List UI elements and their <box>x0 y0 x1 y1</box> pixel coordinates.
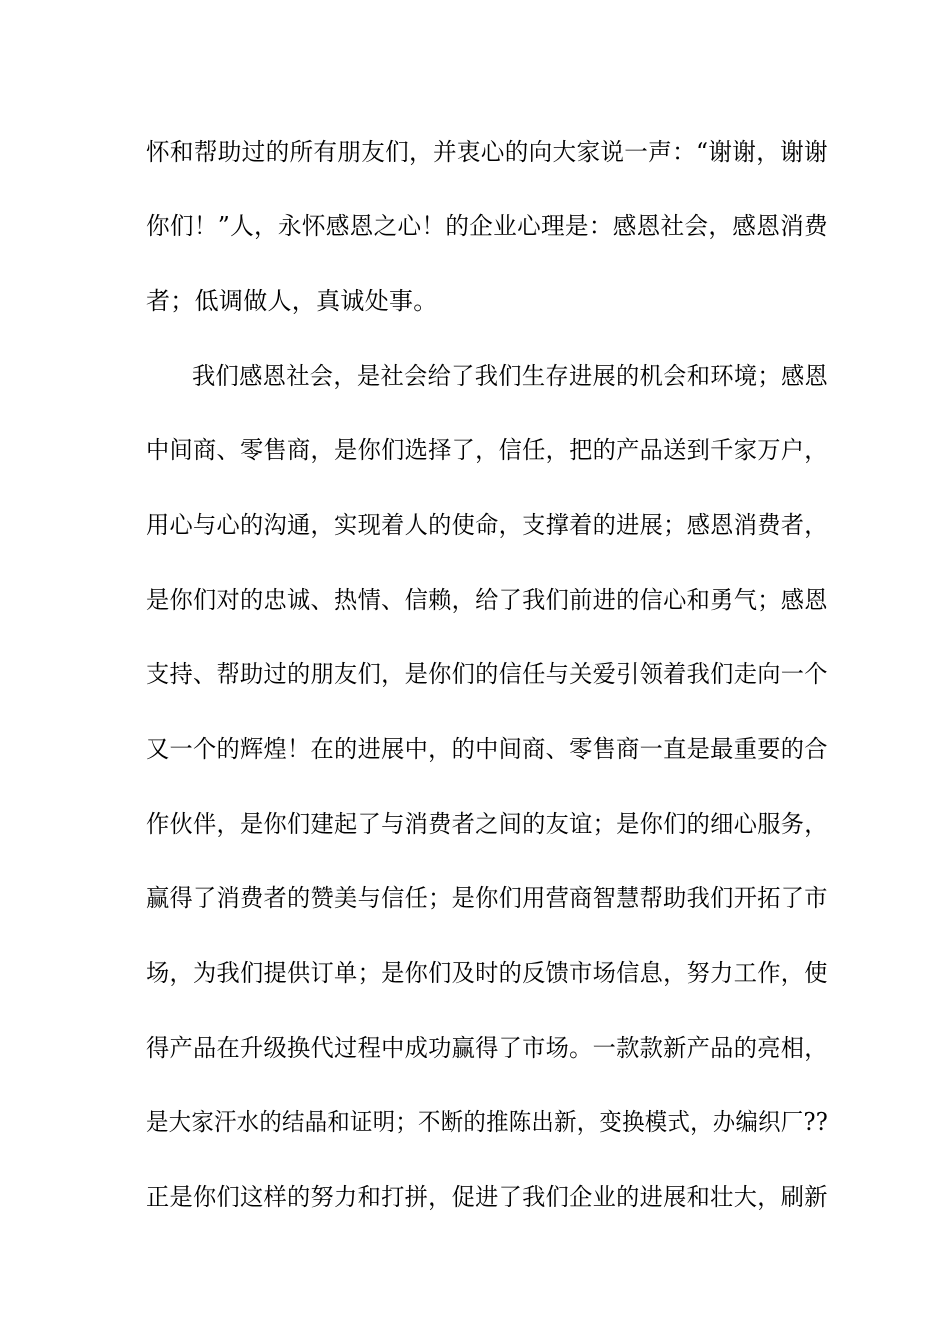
text-line: 者；低调做人，真诚处事。 <box>146 287 438 315</box>
text-line: 是大家汗水的结晶和证明；不断的推陈出新，变换模式，办编织厂?? <box>146 1108 829 1136</box>
text-line: 作伙伴，是你们建起了与消费者之间的友谊；是你们的细心服务， <box>146 810 828 838</box>
text-line: 场，为我们提供订单；是你们及时的反馈市场信息，努力工作，使 <box>146 959 828 987</box>
text-line: 是你们对的忠诚、热情、信赖，给了我们前进的信心和勇气；感恩 <box>146 586 828 614</box>
text-line: 支持、帮助过的朋友们，是你们的信任与关爱引领着我们走向一个 <box>146 660 828 688</box>
text-line: 你们！”人，永怀感恩之心！的企业心理是：感恩社会，感恩消费 <box>146 212 828 240</box>
text-line: 用心与心的沟通，实现着人的使命，支撑着的进展；感恩消费者， <box>146 511 828 539</box>
text-line: 怀和帮助过的所有朋友们，并衷心的向大家说一声：“谢谢，谢谢 <box>146 138 828 166</box>
paragraph-first-line: 我们感恩社会，是社会给了我们生存进展的机会和环境；感恩 <box>192 362 829 390</box>
text-line: 得产品在升级换代过程中成功赢得了市场。一款款新产品的亮相， <box>146 1034 828 1062</box>
text-line: 又一个的辉煌！在的进展中，的中间商、零售商一直是最重要的合 <box>146 735 828 763</box>
text-line: 赢得了消费者的赞美与信任；是你们用营商智慧帮助我们开拓了市 <box>146 884 828 912</box>
text-line: 中间商、零售商，是你们选择了，信任，把的产品送到千家万户， <box>146 436 828 464</box>
text-line: 正是你们这样的努力和打拼，促进了我们企业的进展和壮大，刷新 <box>146 1183 828 1211</box>
